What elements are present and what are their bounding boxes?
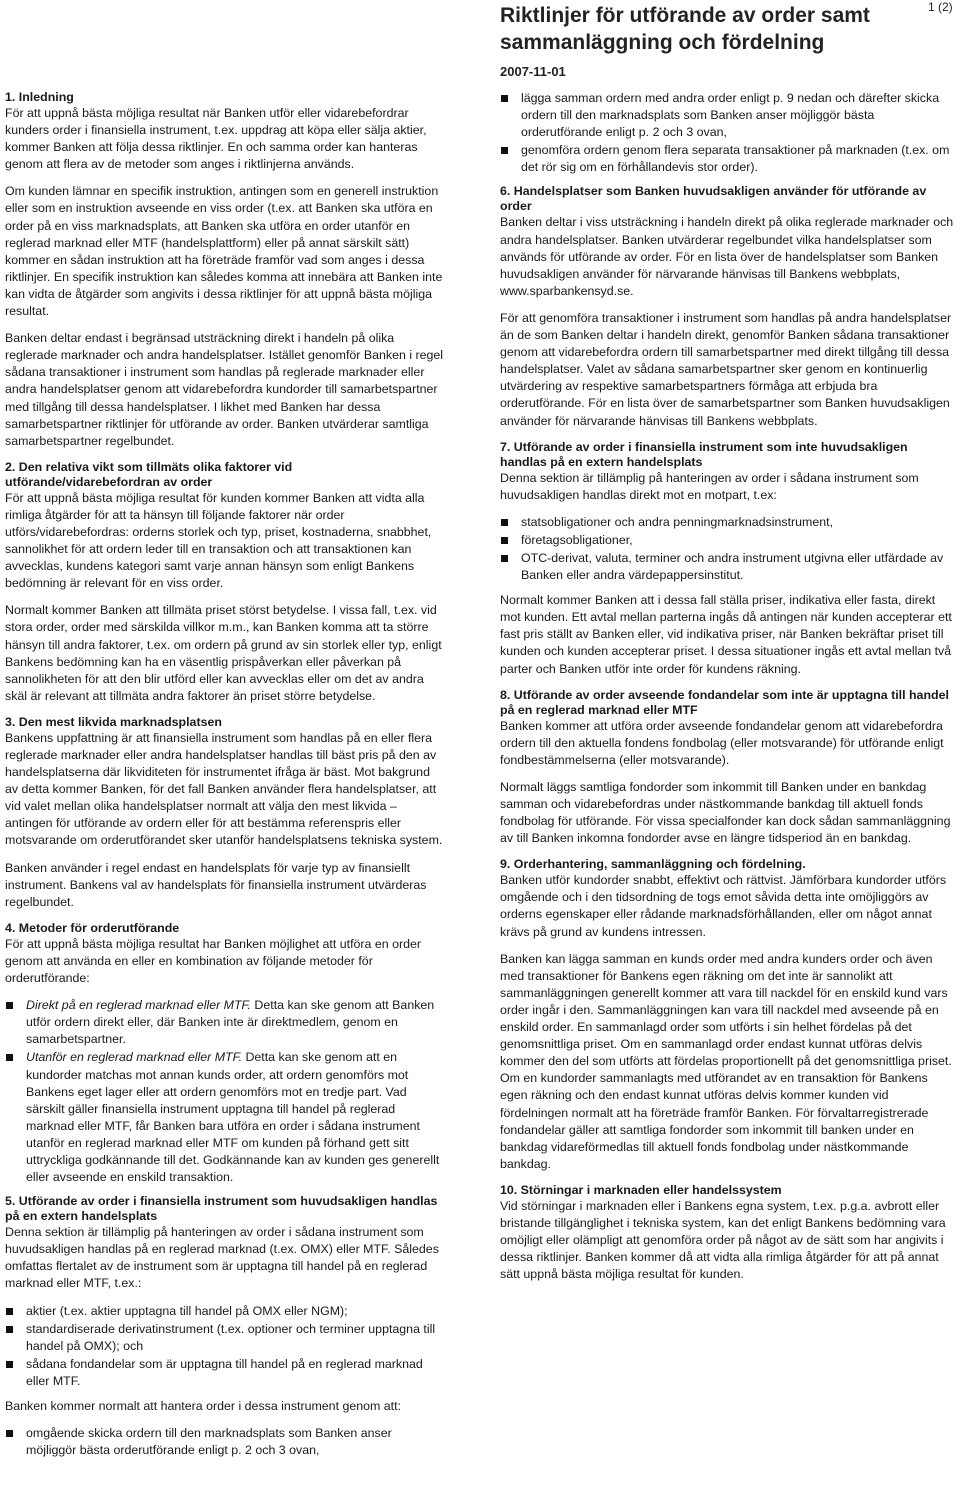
section-heading: 3. Den mest likvida marknadsplatsen	[5, 714, 222, 729]
list-item	[5, 1303, 445, 1320]
paragraph: Banken deltar i viss utsträckning i handeln direkt på olika reglerade marknader och andra handelsplatser. Banken utvärderar regelbundet vilka handelsplatser som används för utförande av order. För en lista över de handelsplatser som Banken huvudsakligen använder för närvarande hänvisas till Bankens webbplats, www.sparbankensyd.se.	[500, 215, 954, 298]
bullet-list	[5, 997, 445, 1186]
square-bullet-icon	[6, 1002, 13, 1009]
paragraph: Banken kan lägga samman en kunds order med andra kunders order och även med transaktioner för Bankens egen räkning om det inte är sannolikt att sammanläggningen generellt kommer att vara till nackdel för en enskild kund vars order ingår i den. Sammanläggningen kan vara till nackdel med avseende på en enskild order. En sammanlagd order som utförts i sin helhet fördelas på det genomsnittliga priset. Om en sammanlagd order endast kunnat utföras delvis kommer den del som utförts att fördelas proportionellt på det genomsnittliga priset. Om en kundorder sammanlagts med utförandet av en transaktion för Bankens egen räkning och den endast kunnat utföras delvis kommer kunden vid fördelningen normalt att ha företräde framför Banken. För förvaltarregistrerade fondandelar gäller att samtliga fondorder som inkommit till banken under en bankdag vidareförmedlas till aktuell fonds fondbolag under nästkommande bankdag.	[500, 951, 952, 1171]
paragraph: Normalt kommer Banken att i dessa fall ställa priser, indikativa eller fasta, direkt mot kunden. Ett avtal mellan parterna ingås då antingen när kunden accepterar ett fast pris ställt av Banken eller, vid indikativa priser, när Banken bekräftar priset till kunden och kunden accepterar priset. I dessa situationer ingås ett avtal mellan två parter och Banken utför inte order för kundens räkning.	[500, 593, 952, 676]
list-item-text: OTC-derivat, valuta, terminer och andra instrument utgivna eller utfärdade av Banken eller andra värdepappersinstitut.	[521, 550, 944, 583]
section-heading: 7. Utförande av order i finansiella instrument som inte huvudsakligen handlas på en extern handelsplats	[500, 439, 908, 469]
paragraph: Om kunden lämnar en specifik instruktion, antingen som en generell instruktion eller som en instruktion avseende en viss order (t.ex. att Banken ska utföra en order på en viss marknadsplats, att Banken ska utföra en order utanför en reglerad marknad eller MTF (handelsplattform) eller på annat särskilt sätt) kommer en sådan instruktion att ha företräde framför vad som anges i dessa riktlinjer. En specifik instruktion kan således komma att innebära att Banken inte kan vidta de åtgärder som angivits i dessa riktlinjer för att uppnå bästa möjliga resultat.	[5, 184, 443, 319]
document-date: 2007-11-01	[500, 64, 566, 79]
paragraph: Vid störningar i marknaden eller i Bankens egna system, t.ex. p.g.a. avbrott eller bristande tillgänglighet i tekniska system, kan det enligt Bankens bedömning vara omöjligt eller olämpligt att genomföra order på något av de sätt som har angivits i dessa riktlinjer. Banken kommer då att vidta alla rimliga åtgärder för att på annat sätt uppnå bästa möjliga resultat för kunden.	[500, 1198, 946, 1282]
list-item	[5, 1356, 445, 1390]
section-heading: 9. Orderhantering, sammanläggning och fördelning.	[500, 857, 806, 872]
section-heading: 2. Den relativa vikt som tillmäts olika faktorer vid utförande/vidarebefordran av order	[5, 459, 293, 489]
square-bullet-icon	[6, 1308, 13, 1315]
list-item	[5, 1321, 445, 1355]
list-item-text: sådana fondandelar som är upptagna till handel på en reglerad marknad eller MTF.	[26, 1356, 423, 1388]
section-heading: 4. Metoder för orderutförande	[5, 920, 180, 935]
list-item-text: Detta kan ske genom att en kundorder matchas mot annan kunds order, att ordern genomförs mot Bankens eget lager eller att ordern genomförs mot en tredje part. Vad särskilt gäller finansiella instrument upptagna till handel på reglerad marknad eller MTF, får Banken bara utföra en order i sådana instrument utanför en reglerad marknad eller MTF om kunden på förhand gett sitt uttryckliga godkännande till det. Godkännande kan av kunden ges generellt eller avseende en enskild transaktion.	[26, 1050, 440, 1185]
section-heading: 8. Utförande av order avseende fondandelar som inte är upptagna till handel på en reglerad marknad eller MTF	[500, 687, 949, 717]
list-item-text: statsobligationer och andra penningmarknadsinstrument,	[521, 514, 834, 529]
square-bullet-icon	[6, 1054, 13, 1061]
list-item-emphasis: Direkt på en reglerad marknad eller MTF.	[26, 998, 251, 1013]
right-column	[500, 90, 955, 1293]
square-bullet-icon	[6, 1326, 13, 1333]
paragraph: Banken deltar endast i begränsad utsträckning direkt i handeln på olika reglerade marknader och andra handelsplatser. Istället genomför Banken i regel sådana transaktioner i instrument som handlas på reglerade marknader eller andra handelsplatser genom att vidarebefordra kundorder till samarbetspartner med tillgång till dessa handelsplatser. I likhet med Banken har dessa samarbetspartner riktlinjer för utförande av order. Banken utvärderar samtliga samarbetspartner regelbundet.	[5, 331, 444, 448]
document-title: Riktlinjer för utförande av order samt sammanläggning och fördelning	[500, 4, 870, 54]
paragraph: För att uppnå bästa möjliga resultat för kunden kommer Banken att vidta alla rimliga åtgärder för att ta hänsyn till följande faktorer när order utförs/vidarebefordras: orderns storlek och typ, priset, kostnaderna, snabbhet, sannolikhet för att ordern leder till en transaktion och att transaktionen kan avvecklas, kundens kategori samt varje annan hänsyn som enligt Bankens bedömning är relevant för en viss order.	[5, 490, 432, 591]
square-bullet-icon	[501, 519, 508, 526]
section-heading: 5. Utförande av order i finansiella instrument som huvudsakligen handlas på en extern handelsplats	[5, 1194, 438, 1224]
paragraph: Banken utför kundorder snabbt, effektivt och rättvist. Jämförbara kundorder utförs omgående och i den tidsordning de togs emot såvida detta inte omöjliggörs av orderns egenskaper eller rådande marknadsförhållanden, eller om något annat krävs på grund av kundens intressen.	[500, 873, 947, 939]
list-item	[5, 997, 445, 1048]
bullet-list	[500, 90, 955, 176]
section-heading: 1. Inledning	[5, 90, 74, 104]
list-item-text: standardiserade derivatinstrument (t.ex. optioner och terminer upptagna till handel på OMX); och	[26, 1321, 436, 1353]
list-item-text: omgående skicka ordern till den marknadsplats som Banken anser möjliggör bästa orderutförande enligt p. 2 och 3 ovan,	[26, 1426, 392, 1458]
paragraph: Normalt läggs samtliga fondorder som inkommit till Banken under en bankdag samman och vidarebefordras under nästkommande bankdag till aktuell fonds fondbolag för utförande. För vissa specialfonder kan dock sådan sammanläggning av till Banken inkomna fondorder avse en längre tidsperiod än en bankdag.	[500, 779, 951, 846]
list-item	[500, 90, 955, 141]
square-bullet-icon	[501, 555, 508, 562]
list-item-emphasis: Utanför en reglerad marknad eller MTF.	[26, 1050, 243, 1065]
paragraph: Bankens uppfattning är att finansiella instrument som handlas på en eller flera reglerade marknader eller andra handelsplatser handlas till bäst pris på den av handelsplatserna där likviditeten för instrumentet ifråga är bäst. Mot bakgrund av detta kommer Banken, för det fall Banken använder flera handelsplatser, att vid valet mellan olika handelsplatser normalt att välja den mest likvida – antingen för utförande av ordern eller för att bestämma referenspris eller motsvarande om orderutförandet sker utanför handelsplatsens tekniska system.	[5, 730, 443, 848]
square-bullet-icon	[501, 95, 508, 102]
paragraph: Banken kommer normalt att hantera order i dessa instrument genom att:	[5, 1399, 402, 1413]
square-bullet-icon	[501, 537, 508, 544]
bullet-list	[5, 1303, 445, 1390]
list-item	[500, 550, 955, 584]
list-item	[500, 142, 955, 176]
square-bullet-icon	[501, 147, 508, 154]
paragraph: För att uppnå bästa möjliga resultat när Banken utför eller vidarebefordrar kunders order i finansiella instrument, t.ex. uppdrag att köpa eller sälja aktier, kommer Banken att följa dessa riktlinjer. En och samma order kan hanteras genom att flera av de metoder som anges i riktlinjerna används.	[5, 106, 427, 172]
list-item	[5, 1425, 445, 1459]
bullet-list	[500, 514, 955, 584]
list-item-text: företagsobligationer,	[521, 532, 633, 547]
square-bullet-icon	[6, 1430, 13, 1437]
bullet-list	[5, 1425, 445, 1459]
list-item-text: Detta kan ske genom att Banken utför ordern direkt eller, där Banken inte är direktmedlem, genom en samarbetspartner.	[26, 998, 435, 1047]
list-item-text: genomföra ordern genom flera separata transaktioner på marknaden (t.ex. om det rör sig om en förhållandevis stor order).	[521, 143, 950, 175]
list-item	[5, 1049, 445, 1186]
paragraph: Normalt kommer Banken att tillmäta priset störst betydelse. I vissa fall, t.ex. vid stora order, order med särskilda villkor m.m., kan Banken komma att ta större hänsyn till andra faktorer, t.ex. om ordern på grund av sin storlek eller typ, enligt Bankens bedömning kan ha en väsentlig prispåverkan eller påverkan på sannolikheten för att den blir utförd eller kan avvecklas eller om det av andra skäl är relevant att tillmäta andra faktorer än priset större betydelse.	[5, 603, 442, 703]
paragraph: Denna sektion är tillämplig på hanteringen av order i sådana instrument som huvudsakligen handlas på en reglerad marknad (t.ex. OMX) eller MTF. Således omfattas flertalet av de instrument som är upptagna till handel på en reglerad marknad eller MTF, t.ex.:	[5, 1225, 439, 1291]
paragraph: Banken kommer att utföra order avseende fondandelar genom att vidarebefordra ordern till den aktuella fondens fondbolag (eller motsvarande) för utförande enligt fondbestämmelserna (eller motsvarande).	[500, 718, 944, 767]
paragraph: För att uppnå bästa möjliga resultat har Banken möjlighet att utföra en order genom att använda en eller en kombination av följande metoder för orderutförande:	[5, 936, 422, 986]
page-number: 1 (2)	[928, 0, 953, 14]
section-heading: 6. Handelsplatser som Banken huvudsakligen använder för utförande av order	[500, 184, 927, 214]
list-item-text: lägga samman ordern med andra order enligt p. 9 nedan och därefter skicka ordern till den marknadsplats som Banken anser möjliggör bästa orderutförande enligt p. 2 och 3 ovan,	[521, 91, 940, 140]
paragraph: För att genomföra transaktioner i instrument som handlas på andra handelsplatser än de som Banken deltar i handeln direkt, genomför Banken sådana transaktioner genom att vidarebefordra ordern till samarbetspartner med direkt tillgång till dessa handelsplatser. Valet av sådana samarbetspartner sker genom en kontinuerlig utvärdering av respektive samarbetspartners förmåga att erbjuda bra orderutförande. För en lista över de samarbetspartner som Banken huvudsakligen använder för närvarande hänvisas till Bankens webbplats.	[500, 310, 952, 428]
square-bullet-icon	[6, 1361, 13, 1368]
paragraph: Banken använder i regel endast en handelsplats för varje typ av finansiellt instrument. Bankens val av handelsplats för finansiella instrument utvärderas regelbundet.	[5, 860, 427, 909]
section-heading: 10. Störningar i marknaden eller handelssystem	[500, 1182, 782, 1197]
list-item-text: aktier (t.ex. aktier upptagna till handel på OMX eller NGM);	[26, 1303, 348, 1318]
list-item	[500, 532, 955, 549]
list-item	[500, 514, 955, 531]
left-column	[5, 90, 445, 1467]
paragraph: Denna sektion är tillämplig på hanteringen av order i sådana instrument som huvudsakligen handlas direkt mot en motpart, t.ex:	[500, 470, 919, 502]
